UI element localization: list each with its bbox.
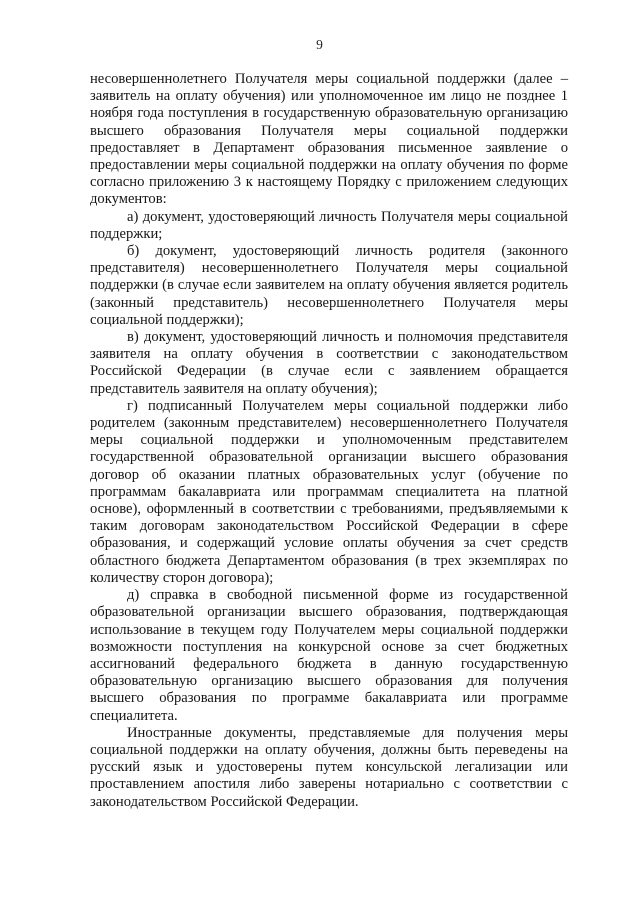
document-body bbox=[90, 71, 568, 811]
paragraph-item-g: г) подписанный Получателем меры социальной поддержки либо родителем (законным представителем) несовершеннолетнего Получателя меры социальной поддержки и уполномоченным представителем государственной образовательной организации высшего образования договор об оказании платных образовательных услуг (обучение по программам бакалавриата или программам специалитета на платной основе), оформленный в соответствии с требованиями, предъявляемыми к таким договорам законодательством Российской Федерации в сфере образования, и содержащий условие оплаты обучения за счет средств областного бюджета Департаментом образования (в трех экземплярах по количеству сторон договора); bbox=[90, 397, 568, 586]
paragraph-item-d: д) справка в свободной письменной форме из государственной образовательной организации высшего образования, подтверждающая использование в текущем году Получателем меры социальной поддержки возможности поступления на конкурсной основе за счет бюджетных ассигнований федерального бюджета в данную государственную образовательную организацию высшего образования для получения высшего образования по программе бакалавриата или программе специалитета. bbox=[90, 587, 568, 724]
paragraph-item-b: б) документ, удостоверяющий личность родителя (законного представителя) несовершеннолетнего Получателя меры социальной поддержки (в случае если заявителем на оплату обучения является родитель (законный представитель) несовершеннолетнего Получателя меры социальной поддержки); bbox=[90, 243, 568, 328]
paragraph-foreign-documents: Иностранные документы, представляемые для получения меры социальной поддержки на оплату обучения, должны быть переведены на русский язык и удостоверены путем консульской легализации или проставлением апостиля либо заверены нотариально с соответствии с законодательством Российской Федерации. bbox=[90, 724, 568, 810]
paragraph-item-a: а) документ, удостоверяющий личность Получателя меры социальной поддержки; bbox=[90, 208, 568, 242]
page-number: 9 bbox=[316, 37, 323, 52]
paragraph-intro: несовершеннолетнего Получателя меры социальной поддержки (далее – заявитель на оплату обучения) или уполномоченное им лицо не позднее 1 ноября года поступления в государственную образовательную организацию высшего образования Получателя меры социальной поддержки предоставляет в Департамент образования письменное заявление о предоставлении меры социальной поддержки на оплату обучения по форме согласно приложению 3 к настоящему Порядку с приложением следующих документов: bbox=[90, 71, 568, 208]
paragraph-item-v: в) документ, удостоверяющий личность и полномочия представителя заявителя на оплату обучения в соответствии с законодательством Российской Федерации (в случае если с заявлением обращается представитель заявителя на оплату обучения); bbox=[90, 329, 568, 397]
